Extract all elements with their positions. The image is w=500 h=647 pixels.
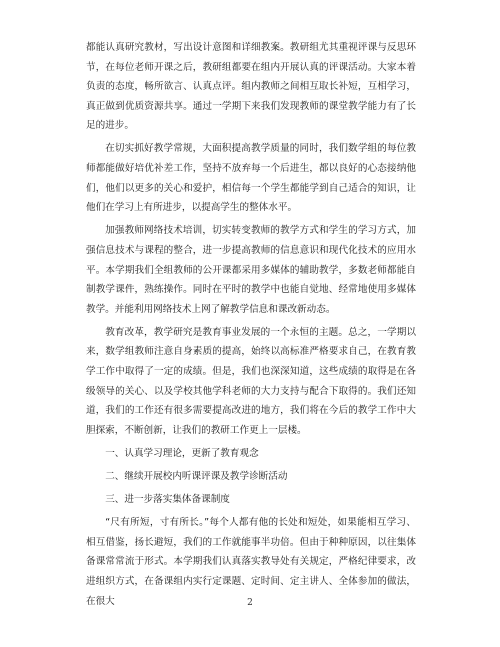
section-heading-3: 三、进一步落实集体备课制度	[105, 494, 230, 506]
paragraph-1: 都能认真研究教材，写出设计意图和详细教案。教研组尤其重视评课与反思环节，在每位老师开课之后，教研组都要在组内开展认真的评课活动。大家本着负责的态度，畅所欲言、认真点评。组内教师之间相互取长补短，互相学习，真正做到优质资源共享。通过一学期下来我们发现教师的课堂教学能力有了长足的进步。	[86, 42, 416, 132]
section-heading-1: 一、认真学习理论，更新了教育观念	[105, 447, 259, 459]
paragraph-3: 加强教师网络技术培训，切实转变教师的教学方式和学生的学习方式，加强信息技术与课程的整合，进一步提高教师的信息意识和现代化技术的应用水平。本学期我们全组教师的公开课都采用多媒体的辅助教学，多数老师都能自制教学课件，熟练操作。同时在平时的教学中也能自觉地、经常地使用多媒体教学。并能利用网络技术上网了解教学信息和课改新动态。	[86, 225, 416, 315]
paragraph-5: “尺有所短，寸有所长。”每个人都有他的长处和短处，如果能相互学习、相互借鉴，扬长避短，我们的工作就能事半功倍。但由于种种原因，以往集体备课常常流于形式。本学期我们认真落实教导处有关规定，严格纪律要求，改进组织方式，在备课组内实行定课题、定时间、定主讲人、全体参加的做法，在很大	[86, 517, 416, 607]
document-body	[86, 38, 416, 615]
page-number: 2	[247, 598, 253, 608]
paragraph-4: 教育改革，教学研究是教育事业发展的一个永恒的主题。总之，一学期以来，数学组教师注意自身素质的提高，始终以高标准严格要求自己，在教育教学工作中取得了一定的成绩。但是，我们也深深知道，这些成绩的取得是在各级领导的关心、以及学校其他学科老师的大力支持与配合下取得的。我们还知道，我们的工作还有很多需要提高改进的地方，我们将在今后的教学工作中大胆探索，不断创新，让我们的教研工作更上一层楼。	[86, 326, 416, 436]
paragraph-2: 在切实抓好教学常规，大面积提高教学质量的同时，我们数学组的每位教师都能做好培优补差工作，坚持不放弃每一个后进生，都以良好的心态接纳他们，他们以更多的关心和爱护，相信每一个学生都能学到自己适合的知识，让他们在学习上有所进步，以提高学生的整体水平。	[86, 143, 416, 214]
section-heading-2: 二、继续开展校内听课评课及教学诊断活动	[105, 470, 288, 482]
